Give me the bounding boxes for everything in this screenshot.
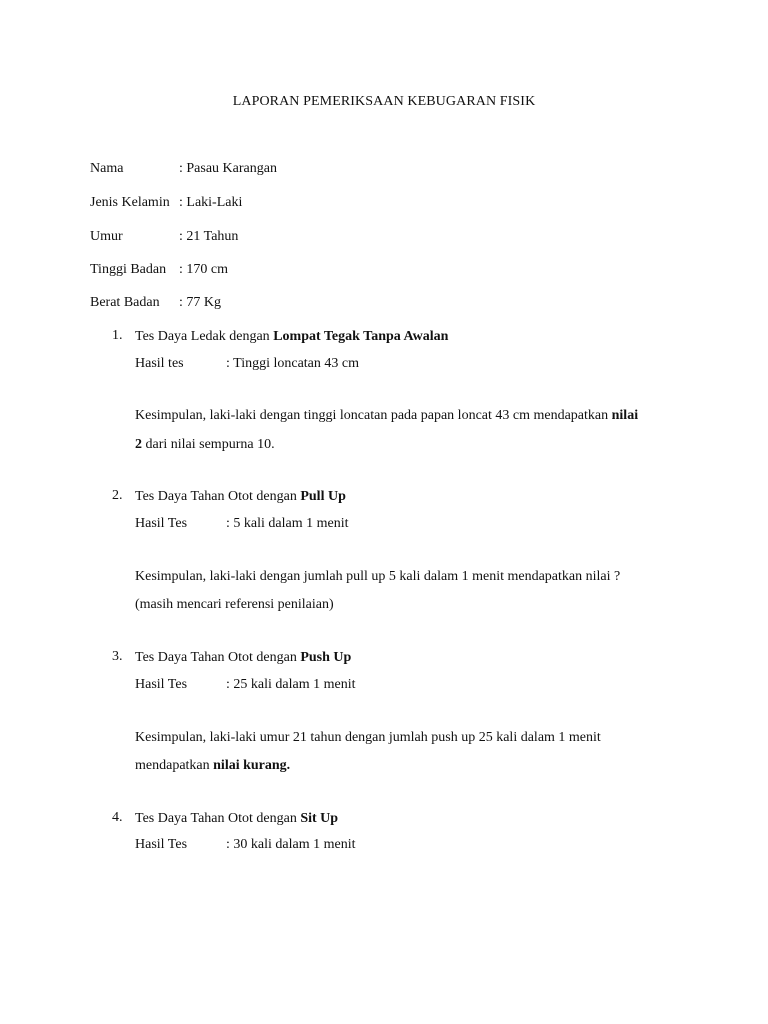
- conclusion-text: dari nilai sempurna 10.: [142, 437, 275, 452]
- field-label: Nama: [90, 161, 124, 176]
- result-label: Hasil Tes: [135, 837, 188, 852]
- result-label: Hasil Tes: [135, 677, 188, 692]
- result-value: : 30 kali dalam 1 menit: [226, 837, 356, 852]
- field-label: Umur: [90, 229, 123, 244]
- field-value: : 170 cm: [179, 262, 228, 277]
- test-heading-bold: Push Up: [300, 650, 352, 665]
- test-heading: [135, 649, 351, 667]
- result-value: : Tinggi loncatan 43 cm: [226, 356, 359, 371]
- test-heading-bold: Lompat Tegak Tanpa Awalan: [273, 329, 449, 344]
- result-label: Hasil tes: [135, 356, 184, 371]
- test-number: 2.: [112, 488, 123, 503]
- result-label: Hasil Tes: [135, 516, 188, 531]
- conclusion-bold: 2: [135, 437, 142, 452]
- conclusion-line: Kesimpulan, laki-laki umur 21 tahun dengan jumlah push up 25 kali dalam 1 menit: [135, 730, 601, 745]
- test-heading-bold: Pull Up: [300, 489, 346, 504]
- conclusion-line: (masih mencari referensi penilaian): [135, 597, 334, 612]
- test-heading: [135, 488, 346, 506]
- field-value: : 21 Tahun: [179, 229, 239, 244]
- document-title: LAPORAN PEMERIKSAAN KEBUGARAN FISIK: [232, 94, 536, 109]
- conclusion-bold: nilai: [611, 408, 639, 423]
- conclusion-line: Kesimpulan, laki-laki dengan jumlah pull up 5 kali dalam 1 menit mendapatkan nilai ?: [135, 569, 621, 584]
- conclusion-text: Kesimpulan, laki-laki dengan tinggi loncatan pada papan loncat 43 cm mendapatkan: [135, 408, 612, 423]
- test-heading-text: Tes Daya Tahan Otot dengan: [135, 811, 301, 826]
- conclusion-text: mendapatkan: [135, 758, 214, 773]
- test-heading: [135, 810, 338, 828]
- test-heading-text: Tes Daya Tahan Otot dengan: [135, 489, 301, 504]
- field-label: Jenis Kelamin: [90, 195, 170, 210]
- test-heading-text: Tes Daya Tahan Otot dengan: [135, 650, 301, 665]
- field-value: : Laki-Laki: [179, 195, 243, 210]
- field-label: Tinggi Badan: [90, 262, 167, 277]
- test-number: 1.: [112, 328, 123, 343]
- test-number: 4.: [112, 810, 123, 825]
- test-heading: [135, 328, 448, 346]
- conclusion-line: [135, 436, 275, 454]
- result-value: : 25 kali dalam 1 menit: [226, 677, 356, 692]
- test-number: 3.: [112, 649, 123, 664]
- field-value: : Pasau Karangan: [179, 161, 277, 176]
- field-value: : 77 Kg: [179, 295, 221, 310]
- conclusion-line: [135, 757, 290, 775]
- result-value: : 5 kali dalam 1 menit: [226, 516, 349, 531]
- field-label: Berat Badan: [90, 295, 160, 310]
- test-heading-text: Tes Daya Ledak dengan: [135, 329, 274, 344]
- conclusion-line: [135, 407, 638, 425]
- conclusion-bold: nilai kurang.: [213, 758, 291, 773]
- test-heading-bold: Sit Up: [300, 811, 339, 826]
